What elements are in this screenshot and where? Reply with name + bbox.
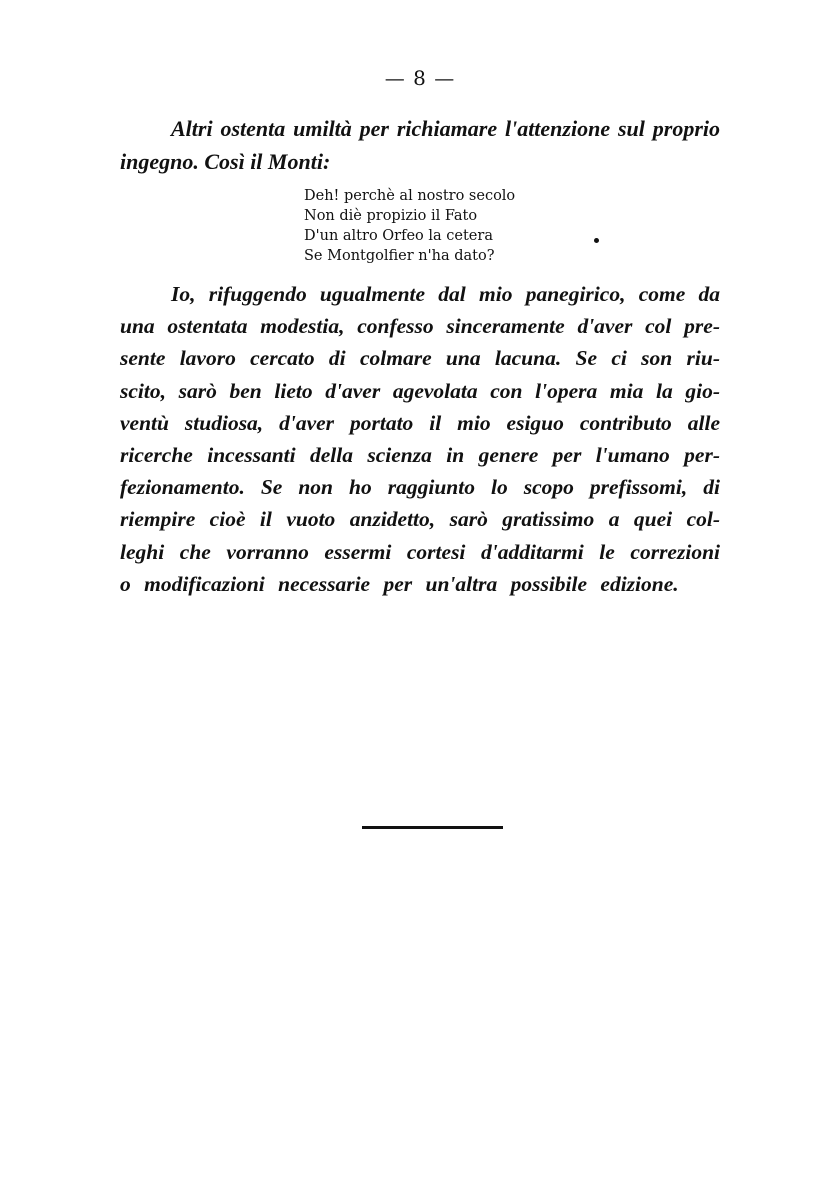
paragraph-line: o modificazioni necessarie per un'altra possibile edizione. bbox=[120, 571, 679, 596]
paragraph-line: scito, sarò ben lieto d'aver agevolata con l'opera mia la gio- bbox=[120, 378, 720, 403]
verse-line: Non diè propizio il Fato bbox=[304, 208, 478, 224]
paragraph-line: fezionamento. Se non ho raggiunto lo scopo prefissomi, di bbox=[120, 475, 720, 500]
paragraph-line: ventù studiosa, d'aver portato il mio esiguo contributo alle bbox=[120, 410, 720, 435]
paragraph-line: leghi che vorranno essermi cortesi d'additarmi le correzioni bbox=[120, 539, 720, 564]
verse-line: Deh! perchè al nostro secolo bbox=[304, 188, 516, 204]
intro-line: Altri ostenta umiltà per richiamare l'attenzione sul proprio bbox=[171, 116, 720, 141]
page-number: — 8 — bbox=[384, 66, 456, 90]
main-paragraph bbox=[120, 278, 720, 600]
verse-quotation bbox=[304, 186, 515, 266]
paragraph-line: una ostentata modestia, confesso sinceramente d'aver col pre- bbox=[120, 314, 720, 339]
intro-line: ingegno. Così il Monti: bbox=[120, 149, 331, 174]
verse-line: Se Montgolfier n'ha dato? bbox=[304, 248, 495, 264]
ink-speck bbox=[594, 238, 599, 243]
end-rule-divider bbox=[362, 826, 503, 829]
intro-paragraph bbox=[120, 112, 720, 178]
paragraph-line: Io, rifuggendo ugualmente dal mio panegirico, come da bbox=[171, 282, 720, 306]
paragraph-line: riempire cioè il vuoto anzidetto, sarò gratissimo a quei col- bbox=[120, 507, 720, 532]
paragraph-line: ricerche incessanti della scienza in genere per l'umano per- bbox=[120, 442, 720, 467]
verse-line: D'un altro Orfeo la cetera bbox=[304, 228, 493, 244]
paragraph-line: sente lavoro cercato di colmare una lacuna. Se ci son riu- bbox=[120, 346, 720, 371]
